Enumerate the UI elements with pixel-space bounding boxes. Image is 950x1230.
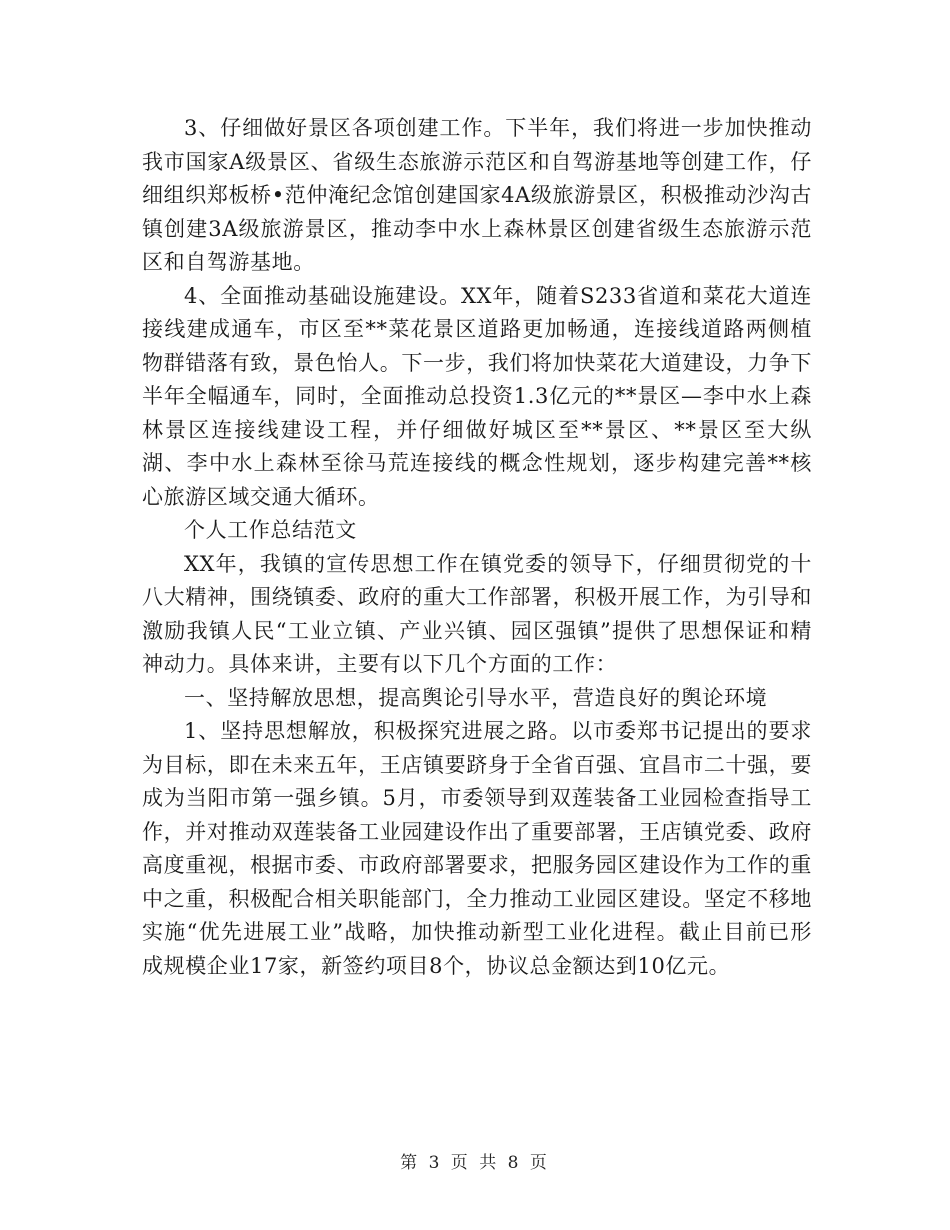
paragraph-intro: XX年，我镇的宣传思想工作在镇党委的领导下，仔细贯彻党的十八大精神，围绕镇委、政府的重大工作部署，积极开展工作，为引导和激励我镇人民“工业立镇、产业兴镇、园区强镇”提供了思想保证和精神动力。具体来讲，主要有以下几个方面的工作： <box>142 551 812 676</box>
paragraph-1: 1、坚持思想解放，积极探究进展之路。以市委郑书记提出的要求为目标，即在未来五年，王店镇要跻身于全省百强、宜昌市二十强，要成为当阳市第一强乡镇。5月，市委领导到双莲装备工业园检查指导工作，并对推动双莲装备工业园建设作出了重要部署，王店镇党委、政府高度重视，根据市委、市政府部署要求，把服务园区建设作为工作的重中之重，积极配合相关职能部门，全力推动工业园区建设。坚定不移地实施“优先进展工业”战略，加快推动新型工业化进程。截止目前已形成规模企业17家，新签约项目8个，协议总金额达到10亿元。 <box>142 719 812 978</box>
subsection-heading: 一、坚持解放思想，提高舆论引导水平，营造良好的舆论环境 <box>184 685 768 710</box>
page-footer: 第 3 页 共 8 页 <box>400 1153 550 1173</box>
paragraph-4: 4、全面推动基础设施建设。XX年，随着S233省道和菜花大道连接线建成通车，市区至**菜花景区道路更加畅通，连接线道路两侧植物群错落有致，景色怡人。下一步，我们将加快菜花大道建设，力争下半年全幅通车，同时，全面推动总投资1.3亿元的**景区—李中水上森林景区连接线建设工程，并仔细做好城区至**景区、**景区至大纵湖、李中水上森林至徐马荒连接线的概念性规划，逐步构建完善**核心旅游区域交通大循环。 <box>142 283 812 509</box>
paragraph-3: 3、仔细做好景区各项创建工作。下半年，我们将进一步加快推动我市国家A级景区、省级生态旅游示范区和自驾游基地等创建工作，仔细组织郑板桥•范仲淹纪念馆创建国家4A级旅游景区，积极推动沙沟古镇创建3A级旅游景区，推动李中水上森林景区创建省级生态旅游示范区和自驾游基地。 <box>142 116 812 274</box>
document-body <box>142 112 812 983</box>
section-title: 个人工作总结范文 <box>184 518 357 542</box>
